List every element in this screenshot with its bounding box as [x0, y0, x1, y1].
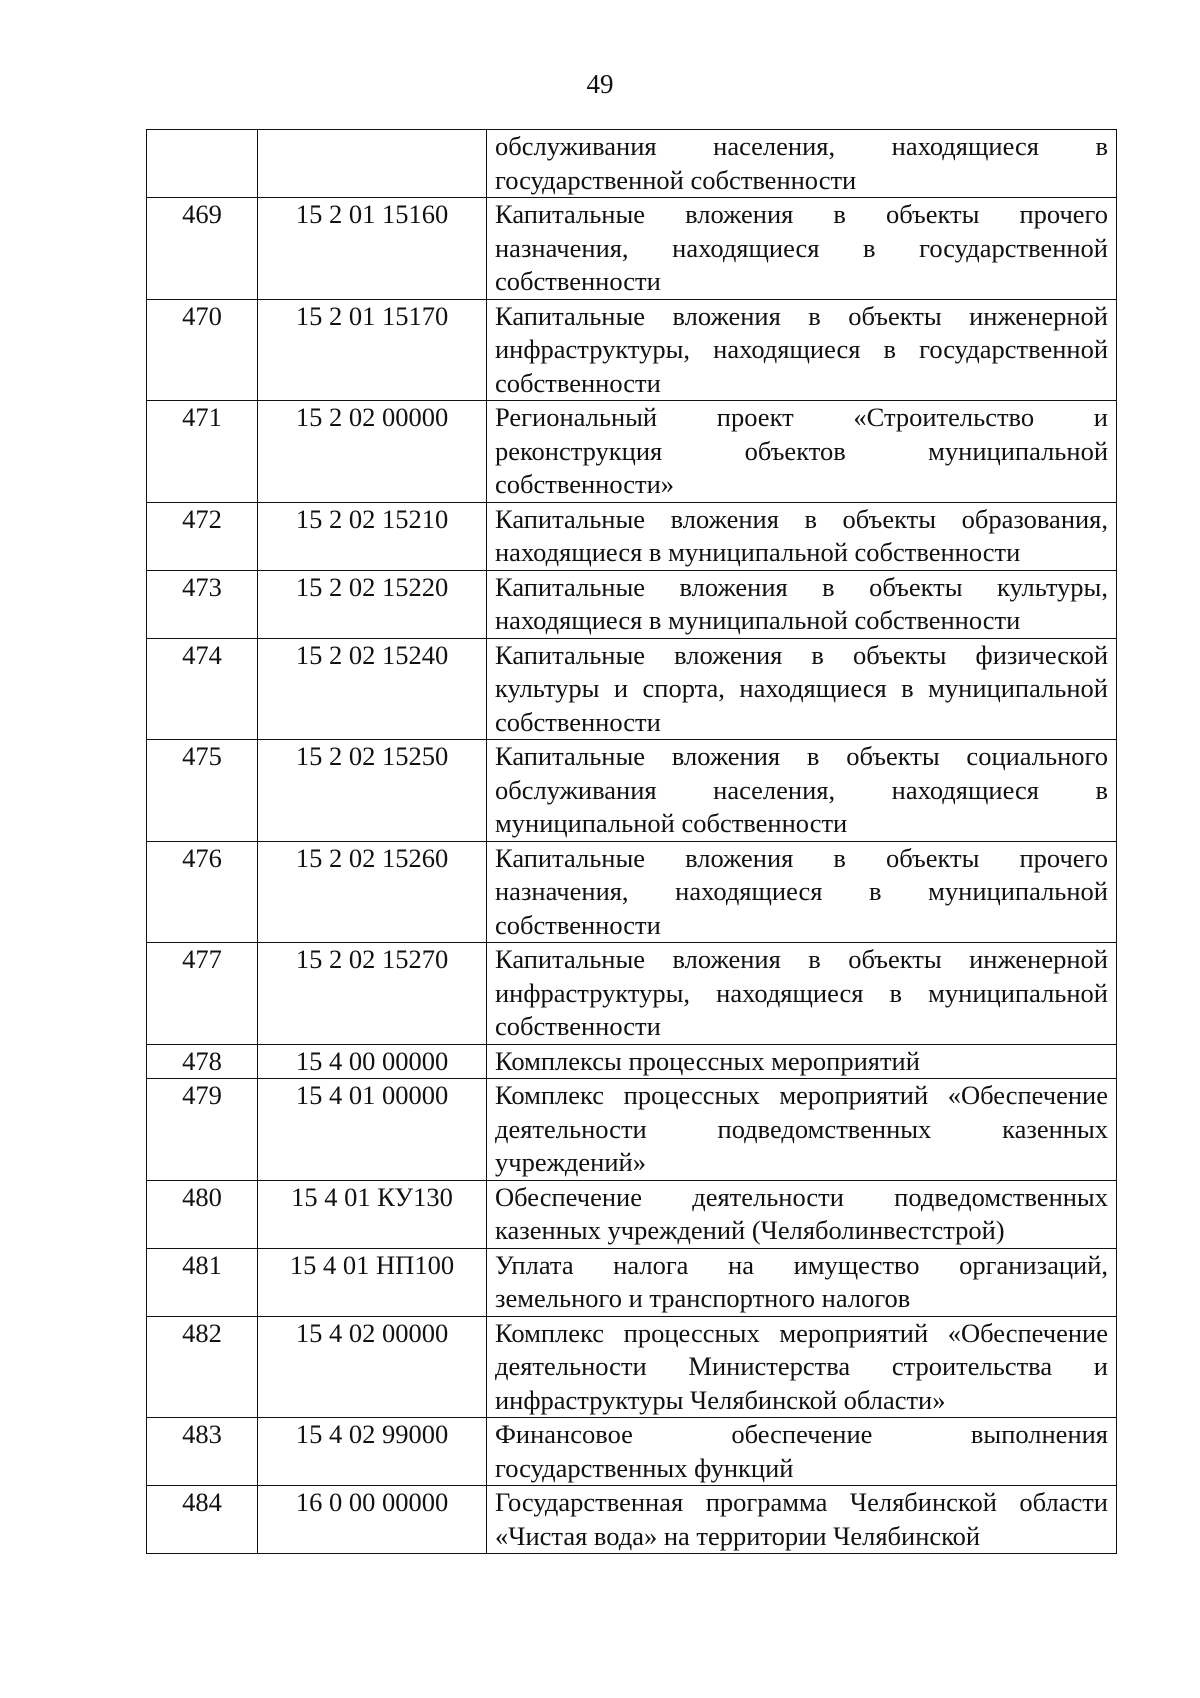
row-number-cell: 476	[147, 841, 258, 943]
description-cell: Обеспечение деятельности подведомственных казенных учреждений (Челяболинвестстрой)	[487, 1180, 1117, 1248]
description-cell: Финансовое обеспечение выполнения государственных функций	[487, 1418, 1117, 1486]
row-number-cell: 480	[147, 1180, 258, 1248]
table-row	[147, 1316, 1117, 1418]
description-cell: Государственная программа Челябинской области «Чистая вода» на территории Челябинской	[487, 1486, 1117, 1554]
row-number-cell: 472	[147, 502, 258, 570]
code-cell: 15 2 02 15240	[258, 638, 487, 740]
row-number-cell: 484	[147, 1486, 258, 1554]
code-cell: 15 2 01 15170	[258, 299, 487, 401]
description-cell: Капитальные вложения в объекты прочего назначения, находящиеся в государственной собственности	[487, 198, 1117, 300]
description-cell: Капитальные вложения в объекты образования, находящиеся в муниципальной собственности	[487, 502, 1117, 570]
row-number-cell: 479	[147, 1079, 258, 1181]
row-number-cell: 473	[147, 570, 258, 638]
table-row	[147, 130, 1117, 198]
row-number-cell: 471	[147, 401, 258, 503]
table-row	[147, 1044, 1117, 1079]
description-cell: обслуживания населения, находящиеся в государственной собственности	[487, 130, 1117, 198]
code-cell: 15 2 02 15220	[258, 570, 487, 638]
table-row	[147, 943, 1117, 1045]
table-row	[147, 198, 1117, 300]
table-row	[147, 1486, 1117, 1554]
description-cell: Капитальные вложения в объекты социального обслуживания населения, находящиеся в муниципальной собственности	[487, 740, 1117, 842]
description-cell: Капитальные вложения в объекты физической культуры и спорта, находящиеся в муниципальной собственности	[487, 638, 1117, 740]
description-cell: Капитальные вложения в объекты инженерной инфраструктуры, находящиеся в государственной собственности	[487, 299, 1117, 401]
code-cell: 15 4 00 00000	[258, 1044, 487, 1079]
table-row	[147, 299, 1117, 401]
code-cell: 15 4 02 00000	[258, 1316, 487, 1418]
code-cell: 15 2 02 15250	[258, 740, 487, 842]
page-number: 49	[586, 69, 614, 99]
row-number-cell: 478	[147, 1044, 258, 1079]
code-cell: 15 4 02 99000	[258, 1418, 487, 1486]
table-row	[147, 638, 1117, 740]
code-cell: 15 2 02 15270	[258, 943, 487, 1045]
table-row	[147, 1180, 1117, 1248]
row-number-cell: 475	[147, 740, 258, 842]
description-cell: Комплекс процессных мероприятий «Обеспечение деятельности Министерства строительства и инфраструктуры Челябинской области»	[487, 1316, 1117, 1418]
description-cell: Капитальные вложения в объекты прочего назначения, находящиеся в муниципальной собственности	[487, 841, 1117, 943]
row-number-cell: 469	[147, 198, 258, 300]
row-number-cell: 470	[147, 299, 258, 401]
table-row	[147, 502, 1117, 570]
code-cell: 15 2 02 15210	[258, 502, 487, 570]
code-cell: 15 2 01 15160	[258, 198, 487, 300]
table-row	[147, 570, 1117, 638]
code-cell: 15 2 02 15260	[258, 841, 487, 943]
budget-classification-table	[146, 129, 1117, 1554]
description-cell: Комплексы процессных мероприятий	[487, 1044, 1117, 1079]
code-cell: 16 0 00 00000	[258, 1486, 487, 1554]
table-row	[147, 1079, 1117, 1181]
code-cell: 15 4 01 НП100	[258, 1248, 487, 1316]
description-cell: Комплекс процессных мероприятий «Обеспечение деятельности подведомственных казенных учреждений»	[487, 1079, 1117, 1181]
row-number-cell: 483	[147, 1418, 258, 1486]
table-row	[147, 740, 1117, 842]
row-number-cell: 481	[147, 1248, 258, 1316]
table-row	[147, 841, 1117, 943]
table-body	[147, 130, 1117, 1554]
description-cell: Капитальные вложения в объекты инженерной инфраструктуры, находящиеся в муниципальной собственности	[487, 943, 1117, 1045]
code-cell: 15 4 01 КУ130	[258, 1180, 487, 1248]
description-cell: Уплата налога на имущество организаций, земельного и транспортного налогов	[487, 1248, 1117, 1316]
row-number-cell: 477	[147, 943, 258, 1045]
description-cell: Капитальные вложения в объекты культуры, находящиеся в муниципальной собственности	[487, 570, 1117, 638]
code-cell: 15 4 01 00000	[258, 1079, 487, 1181]
description-cell: Региональный проект «Строительство и реконструкция объектов муниципальной собственности»	[487, 401, 1117, 503]
row-number-cell: 474	[147, 638, 258, 740]
table-row	[147, 1418, 1117, 1486]
row-number-cell: 482	[147, 1316, 258, 1418]
code-cell	[258, 130, 487, 198]
table-row	[147, 1248, 1117, 1316]
code-cell: 15 2 02 00000	[258, 401, 487, 503]
row-number-cell	[147, 130, 258, 198]
table-row	[147, 401, 1117, 503]
